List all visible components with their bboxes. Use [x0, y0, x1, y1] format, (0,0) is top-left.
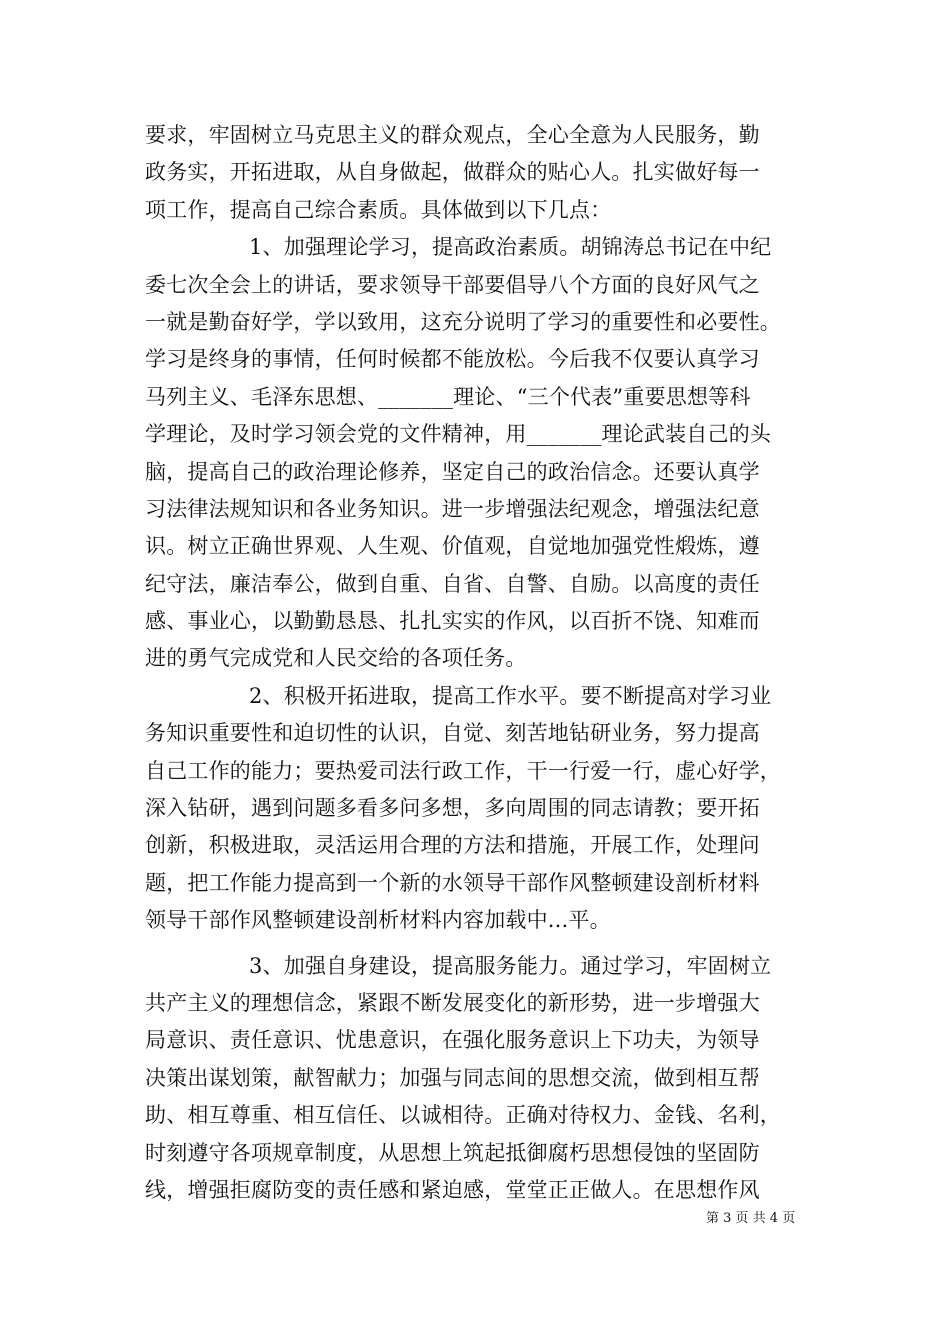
text-line: 委七次全会上的讲话，要求领导干部要倡导八个方面的良好风气之	[145, 272, 760, 297]
text-line: 共产主义的理想信念，紧跟不断发展变化的新形势，进一步增强大	[145, 990, 760, 1015]
text-line: 领导干部作风整顿建设剖析材料内容加载中...平。	[145, 908, 611, 933]
paragraph-3-heading-line: 3、加强自身建设，提高服务能力。通过学习，牢固树立	[249, 953, 772, 978]
text-line: 时刻遵守各项规章制度，从思想上筑起抵御腐朽思想侵蚀的坚固防	[145, 1140, 760, 1165]
text-line: 识。树立正确世界观、人生观、价值观，自觉地加强党性煅炼，遵	[145, 534, 760, 559]
text-line: 务知识重要性和迫切性的认识，自觉、刻苦地钻研业务，努力提高	[145, 721, 760, 746]
text-line: 助、相互尊重、相互信任、以诚相待。正确对待权力、金钱、名利，	[145, 1103, 781, 1128]
body-text	[145, 117, 810, 1209]
text-line: 感、事业心，以勤勤恳恳、扎扎实实的作风，以百折不饶、知难而	[145, 609, 760, 634]
text-line: 纪守法，廉洁奉公，做到自重、自省、自警、自励。以高度的责任	[145, 571, 760, 596]
text-line: 政务实，开拓进取，从自身做起，做群众的贴心人。扎实做好每一	[145, 160, 760, 185]
text-line: 要求，牢固树立马克思主义的群众观点，全心全意为人民服务，勤	[145, 123, 760, 147]
text-line: 深入钻研，遇到问题多看多问多想，多向周围的同志请教；要开拓	[145, 796, 760, 821]
text-line: 题，把工作能力提高到一个新的水领导干部作风整顿建设剖析材料	[145, 870, 760, 895]
text-line: 项工作，提高自己综合素质。具体做到以下几点：	[145, 197, 612, 222]
paragraph-1-heading-line: 1、加强理论学习，提高政治素质。胡锦涛总书记在中纪	[249, 235, 772, 260]
paragraph-2-heading-line: 2、积极开拓进取，提高工作水平。要不断提高对学习业	[249, 683, 772, 708]
page-number-footer: 第 3 页 共 4 页	[706, 1211, 796, 1226]
text-line: 创新，积极进取，灵活运用合理的方法和措施，开展工作，处理问	[145, 833, 760, 858]
text-line: 学理论，及时学习领会党的文件精神，用_______理论武装自己的头	[145, 422, 772, 447]
text-line: 进的勇气完成党和人民交给的各项任务。	[145, 646, 527, 671]
text-line: 脑，提高自己的政治理论修养，坚定自己的政治信念。还要认真学	[145, 459, 760, 484]
text-line: 局意识、责任意识、忧患意识，在强化服务意识上下功夫，为领导	[145, 1028, 760, 1053]
paragraph-gap	[145, 940, 810, 948]
text-line: 习法律法规知识和各业务知识。进一步增强法纪观念，增强法纪意	[145, 496, 760, 521]
text-line: 自己工作的能力；要热爱司法行政工作，干一行爱一行，虚心好学，	[145, 758, 781, 783]
text-line: 线，增强拒腐防变的责任感和紧迫感，堂堂正正做人。在思想作风	[145, 1177, 760, 1202]
text-line: 一就是勤奋好学，学以致用，这充分说明了学习的重要性和必要性。	[145, 309, 781, 334]
text-line: 决策出谋划策，献智献力；加强与同志间的思想交流，做到相互帮	[145, 1065, 760, 1090]
text-line: 马列主义、毛泽东思想、_______理论、“三个代表”重要思想等科	[145, 384, 751, 409]
text-line: 学习是终身的事情，任何时候都不能放松。今后我不仅要认真学习	[145, 347, 760, 372]
